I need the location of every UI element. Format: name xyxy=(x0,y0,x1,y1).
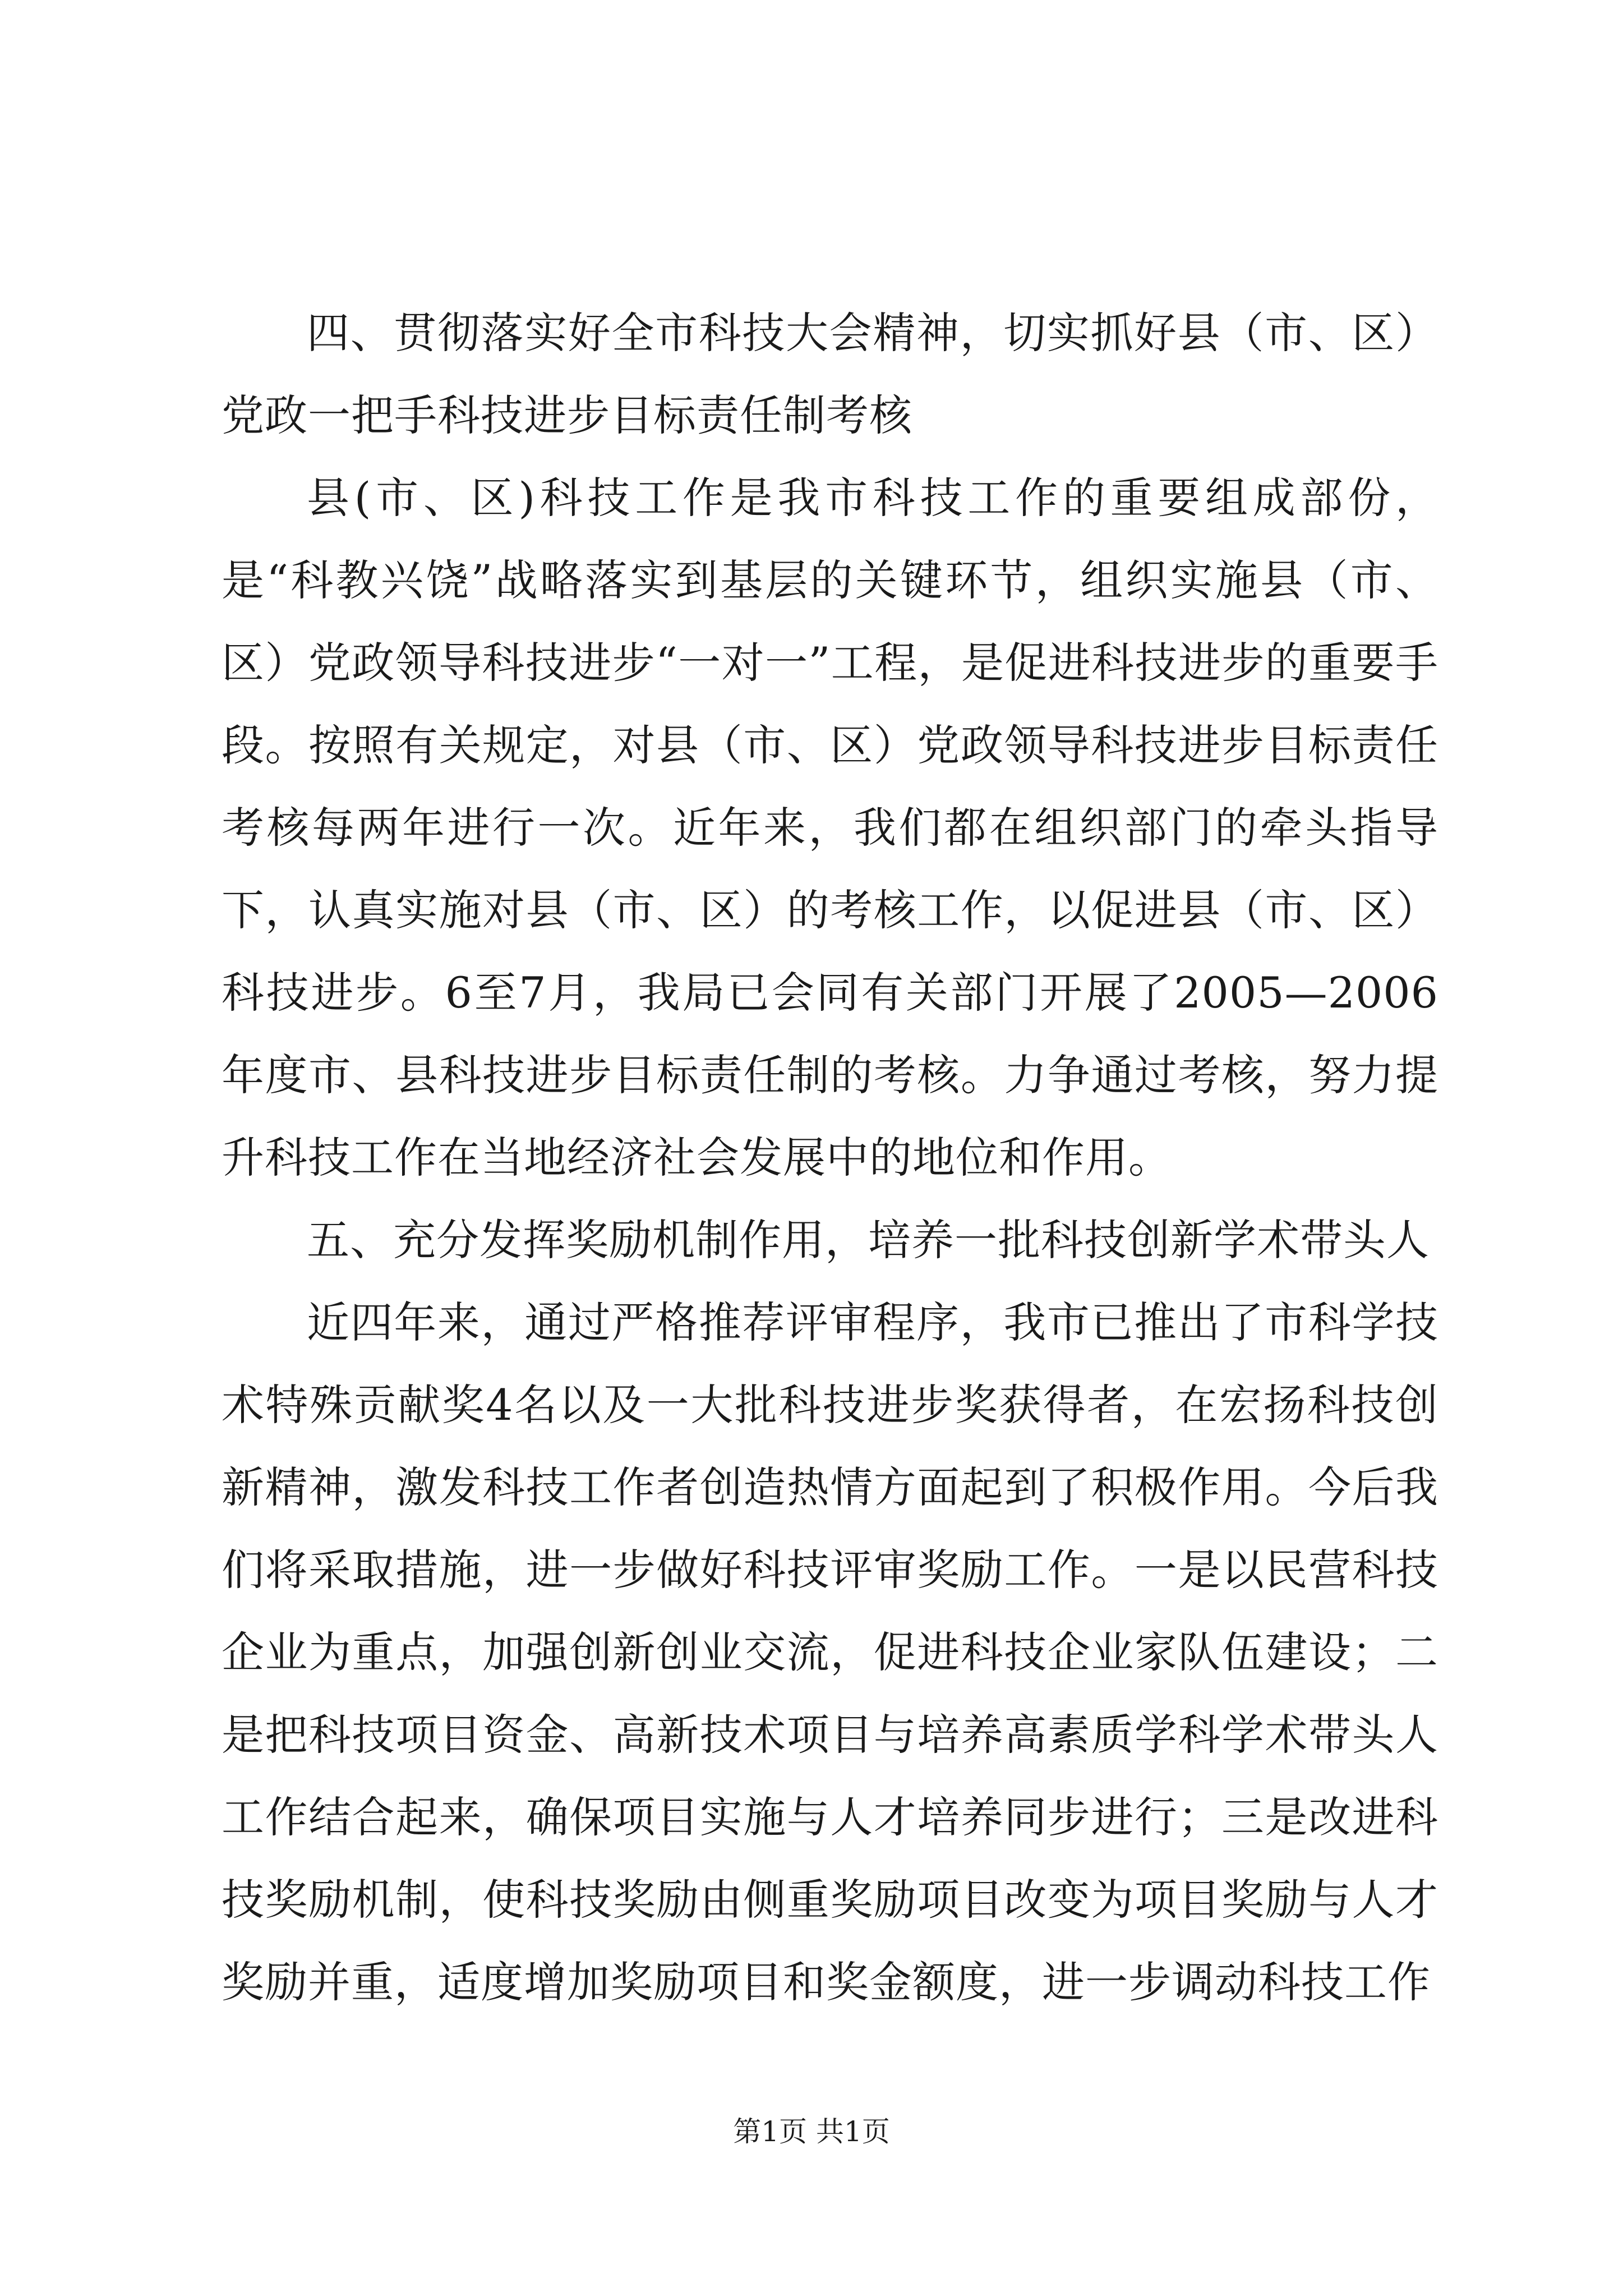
section-5-paragraph: 近四年来，通过严格推荐评审程序，我市已推出了市科学技术特殊贡献奖4名以及一大批科技进步奖获得者，在宏扬科技创新精神，激发科技工作者创造热情方面起到了积极作用。今后我们将采取措施，进一步做好科技评审奖励工作。一是以民营科技企业为重点，加强创新创业交流，促进科技企业家队伍建设；二是把科技项目资金、高新技术项目与培养高素质学科学术带头人工作结合起来，确保项目实施与人才培养同步进行；三是改进科技奖励机制，使科技奖励由侧重奖励项目改变为项目奖励与人才奖励并重，适度增加奖励项目和奖金额度，进一步调动科技工作 xyxy=(222,1297,1438,2007)
page-footer: 第1页 共1页 xyxy=(733,2115,890,2148)
section-4-paragraph: 县(市、区)科技工作是我市科技工作的重要组成部份，是“科教兴饶”战略落实到基层的关键环节，组织实施县（市、区）党政领导科技进步“一对一”工程，是促进科技进步的重要手段。按照有关规定，对县（市、区）党政领导科技进步目标责任考核每两年进行一次。近年来，我们都在组织部门的牵头指导下，认真实施对县（市、区）的考核工作，以促进县（市、区）科技进步。6至7月，我局已会同有关部门开展了2005—2006年度市、县科技进步目标责任制的考核。力争通过考核，努力提升科技工作在当地经济社会发展中的地位和作用。 xyxy=(222,473,1438,1182)
section-heading-5: 五、充分发挥奖励机制作用，培养一批科技创新学术带头人 xyxy=(307,1215,1430,1265)
section-heading-4: 四、贯彻落实好全市科技大会精神，切实抓好县（市、区）党政一把手科技进步目标责任制考核 xyxy=(222,308,1438,440)
document-body xyxy=(222,292,1438,2023)
